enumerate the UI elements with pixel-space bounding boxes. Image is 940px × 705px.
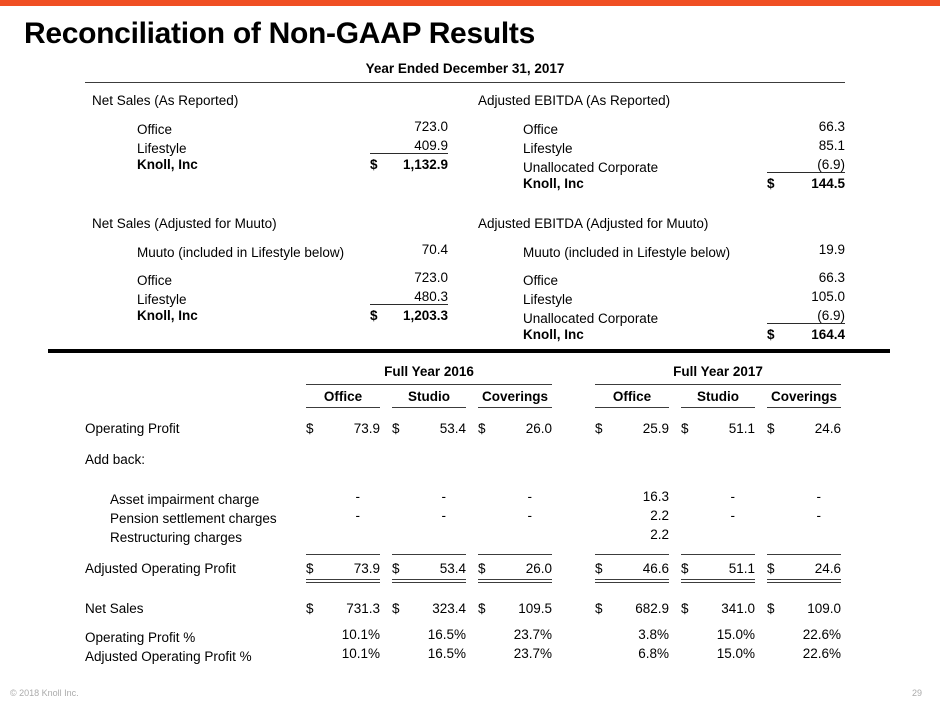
cell-value: 2.2 (650, 508, 669, 523)
table-cell (306, 554, 380, 583)
table-cell (681, 627, 755, 642)
table-cell (392, 421, 466, 436)
table-row (85, 421, 841, 440)
table-cell (306, 627, 380, 642)
row-label: Muuto (included in Lifestyle below) (137, 245, 345, 260)
cell-value: 25.9 (642, 421, 669, 436)
cell-value: - (441, 489, 446, 504)
row-label: Net Sales (85, 601, 144, 616)
table-cell (767, 627, 841, 642)
row-value (767, 176, 845, 191)
table-cell (767, 489, 841, 504)
row-label: Adjusted Operating Profit (85, 561, 236, 576)
row-label: Knoll, Inc (137, 308, 198, 323)
row-label: Knoll, Inc (523, 176, 584, 191)
table-cell (306, 508, 380, 523)
table-cell (767, 554, 841, 583)
row-value (767, 119, 845, 134)
table-row (478, 270, 845, 289)
column-header: Coverings (478, 389, 552, 408)
section-header: Net Sales (As Reported) (92, 93, 239, 108)
cell-value: - (816, 489, 821, 504)
table-cell (478, 601, 552, 616)
cell-value: 19.9 (818, 242, 845, 257)
currency-symbol: $ (306, 561, 314, 576)
table-cell (681, 508, 755, 523)
table-cell (478, 627, 552, 642)
cell-value: - (441, 508, 446, 523)
currency-symbol: $ (767, 601, 775, 616)
cell-value: 723.0 (414, 119, 448, 134)
table-row (92, 289, 448, 308)
row-value (767, 138, 845, 153)
row-label: Muuto (included in Lifestyle below) (523, 245, 731, 260)
cell-value: (6.9) (817, 157, 845, 172)
row-label: Office (137, 122, 173, 137)
row-label: Adjusted Operating Profit % (85, 649, 252, 664)
table-cell (767, 508, 841, 523)
table-cell (392, 646, 466, 661)
currency-symbol: $ (595, 421, 603, 436)
table-cell (306, 646, 380, 661)
column-header: Coverings (767, 389, 841, 408)
table-row (92, 270, 448, 289)
table-row (478, 157, 845, 176)
group-header-2017: Full Year 2017 (595, 364, 841, 385)
cell-value: 109.5 (518, 601, 552, 616)
table-cell (392, 627, 466, 642)
table-row (478, 119, 845, 138)
currency-symbol: $ (767, 176, 775, 191)
row-label: Unallocated Corporate (523, 160, 659, 175)
cell-value: 3.8% (638, 627, 669, 642)
row-value (370, 157, 448, 172)
row-value (767, 242, 845, 257)
table-row (478, 138, 845, 157)
cell-value: 22.6% (802, 627, 841, 642)
adjusted-ebitda-reported-section (478, 93, 845, 195)
cell-value: - (730, 489, 735, 504)
cell-value: 66.3 (818, 119, 845, 134)
segment-results-table (85, 364, 841, 665)
cell-value: 51.1 (728, 421, 755, 436)
row-label: Operating Profit % (85, 630, 196, 645)
cell-value: 16.3 (642, 489, 669, 504)
row-value (767, 289, 845, 304)
cell-value: - (527, 508, 532, 523)
column-header: Studio (392, 389, 466, 408)
cell-value: 480.3 (414, 289, 448, 304)
cell-value: 109.0 (807, 601, 841, 616)
table-cell (306, 421, 380, 436)
row-label: Restructuring charges (110, 530, 243, 545)
cell-value: 16.5% (427, 627, 466, 642)
total-row (92, 157, 448, 176)
row-label: Knoll, Inc (523, 327, 584, 342)
cell-value: - (816, 508, 821, 523)
total-row (478, 176, 845, 195)
column-header: Studio (681, 389, 755, 408)
table-row (85, 554, 841, 583)
currency-symbol: $ (478, 561, 486, 576)
cell-value: 16.5% (427, 646, 466, 661)
cell-value: 731.3 (346, 601, 380, 616)
cell-value: 341.0 (721, 601, 755, 616)
cell-value: 70.4 (421, 242, 448, 257)
page-number: 29 (911, 688, 922, 698)
row-label: Lifestyle (523, 292, 573, 307)
table-cell (595, 421, 669, 436)
table-cell (478, 508, 552, 523)
table-row (478, 308, 845, 327)
table-cell (478, 421, 552, 436)
row-value (370, 242, 448, 257)
net-sales-reported-section (92, 93, 448, 176)
currency-symbol: $ (478, 421, 486, 436)
row-label: Lifestyle (523, 141, 573, 156)
cell-value: 73.9 (353, 561, 380, 576)
cell-value: 10.1% (341, 646, 380, 661)
table-cell (767, 421, 841, 436)
row-label: Knoll, Inc (137, 157, 198, 172)
currency-symbol: $ (595, 561, 603, 576)
table-cell (595, 646, 669, 661)
cell-value: 26.0 (525, 421, 552, 436)
cell-value: (6.9) (817, 308, 845, 323)
table-cell (681, 421, 755, 436)
cell-value: - (355, 508, 360, 523)
table-row (85, 508, 841, 527)
cell-value: 105.0 (811, 289, 845, 304)
cell-value: - (527, 489, 532, 504)
table-cell (306, 489, 380, 504)
row-label: Add back: (85, 452, 146, 467)
table-cell (681, 601, 755, 616)
table-row (92, 138, 448, 157)
total-row (92, 308, 448, 327)
cell-value: - (730, 508, 735, 523)
cell-value: 15.0% (716, 646, 755, 661)
cell-value: 24.6 (814, 561, 841, 576)
group-header-2016: Full Year 2016 (306, 364, 552, 385)
currency-symbol: $ (392, 421, 400, 436)
cell-value: 144.5 (811, 176, 845, 191)
cell-value: - (355, 489, 360, 504)
row-label: Lifestyle (137, 292, 187, 307)
currency-symbol: $ (767, 561, 775, 576)
muuto-row (478, 242, 845, 261)
row-label: Lifestyle (137, 141, 187, 156)
table-cell (392, 508, 466, 523)
cell-value: 85.1 (818, 138, 845, 153)
row-value (767, 308, 845, 324)
table-cell (595, 508, 669, 523)
cell-value: 6.8% (638, 646, 669, 661)
cell-value: 409.9 (414, 138, 448, 153)
cell-value: 23.7% (513, 646, 552, 661)
table-row (92, 119, 448, 138)
net-sales-adjusted-muuto-section (92, 216, 448, 327)
currency-symbol: $ (681, 421, 689, 436)
row-value (767, 157, 845, 173)
table-cell (595, 627, 669, 642)
table-row (85, 646, 841, 665)
table-cell (306, 601, 380, 616)
page-title: Reconciliation of Non-GAAP Results (24, 17, 535, 50)
section-header: Adjusted EBITDA (As Reported) (478, 93, 671, 108)
row-value (370, 119, 448, 134)
cell-value: 1,132.9 (402, 157, 448, 172)
currency-symbol: $ (595, 601, 603, 616)
row-value (370, 138, 448, 154)
row-label: Unallocated Corporate (523, 311, 659, 326)
cell-value: 1,203.3 (402, 308, 448, 323)
table-cell (681, 554, 755, 583)
table-cell (595, 554, 669, 583)
section-header: Adjusted EBITDA (Adjusted for Muuto) (478, 216, 709, 231)
currency-symbol: $ (392, 561, 400, 576)
row-value (370, 308, 448, 323)
cell-value: 53.4 (439, 421, 466, 436)
table-row (85, 489, 841, 508)
top-accent-bar (0, 0, 940, 6)
section-header: Net Sales (Adjusted for Muuto) (92, 216, 277, 231)
table-cell (478, 554, 552, 583)
row-value (767, 327, 845, 342)
section-divider (48, 349, 890, 353)
row-value (370, 270, 448, 285)
row-label: Office (523, 122, 559, 137)
currency-symbol: $ (306, 601, 314, 616)
column-header: Office (306, 389, 380, 408)
cell-value: 682.9 (635, 601, 669, 616)
period-header: Year Ended December 31, 2017 (85, 61, 845, 83)
table-cell (392, 601, 466, 616)
footer-copyright: © 2018 Knoll Inc. (10, 688, 79, 698)
table-cell (392, 554, 466, 583)
table-cell (478, 646, 552, 661)
currency-symbol: $ (767, 327, 775, 342)
table-cell (595, 601, 669, 616)
row-value (767, 270, 845, 285)
cell-value: 15.0% (716, 627, 755, 642)
currency-symbol: $ (370, 157, 378, 172)
cell-value: 723.0 (414, 270, 448, 285)
table-cell (478, 489, 552, 504)
total-row (478, 327, 845, 346)
table-row (85, 627, 841, 646)
cell-value: 24.6 (814, 421, 841, 436)
table-cell (681, 646, 755, 661)
row-label: Asset impairment charge (110, 492, 260, 507)
cell-value: 53.4 (439, 561, 466, 576)
row-value (370, 289, 448, 305)
cell-value: 66.3 (818, 270, 845, 285)
table-row (478, 289, 845, 308)
table-cell (595, 527, 669, 542)
muuto-row (92, 242, 448, 261)
currency-symbol: $ (767, 421, 775, 436)
cell-value: 23.7% (513, 627, 552, 642)
table-row (85, 452, 841, 471)
table-cell (595, 489, 669, 504)
currency-symbol: $ (681, 601, 689, 616)
cell-value: 2.2 (650, 527, 669, 542)
cell-value: 51.1 (728, 561, 755, 576)
cell-value: 26.0 (525, 561, 552, 576)
table-row (85, 527, 841, 546)
cell-value: 73.9 (353, 421, 380, 436)
currency-symbol: $ (392, 601, 400, 616)
currency-symbol: $ (478, 601, 486, 616)
table-cell (392, 489, 466, 504)
cell-value: 323.4 (432, 601, 466, 616)
currency-symbol: $ (306, 421, 314, 436)
adjusted-ebitda-adjusted-muuto-section (478, 216, 845, 346)
cell-value: 10.1% (341, 627, 380, 642)
column-header-row (85, 389, 841, 408)
column-header: Office (595, 389, 669, 408)
table-cell (681, 489, 755, 504)
row-label: Office (523, 273, 559, 288)
table-cell (767, 646, 841, 661)
table-row (85, 601, 841, 620)
cell-value: 22.6% (802, 646, 841, 661)
cell-value: 164.4 (811, 327, 845, 342)
table-cell (767, 601, 841, 616)
row-label: Operating Profit (85, 421, 180, 436)
row-label: Office (137, 273, 173, 288)
group-header-row (85, 364, 841, 385)
currency-symbol: $ (370, 308, 378, 323)
currency-symbol: $ (681, 561, 689, 576)
cell-value: 46.6 (642, 561, 669, 576)
row-label: Pension settlement charges (110, 511, 277, 526)
